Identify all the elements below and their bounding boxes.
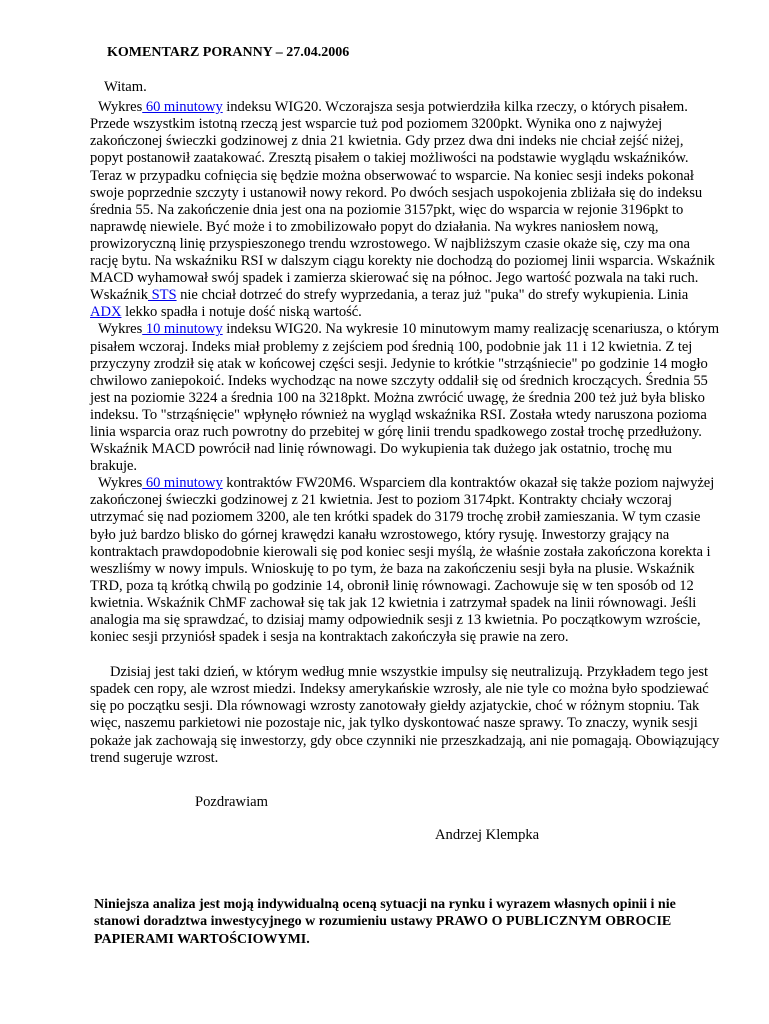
link-wig20-10min-chart[interactable]: 10 minutowy (142, 321, 223, 338)
paragraph-text: Wykres (98, 475, 143, 492)
paragraph-text: indeksu WIG20. Wczorajsza sesja potwierdziła kilka rzeczy, o których pisałem. Przede wszystkim istotną rzeczą jest wsparcie tuż pod poziomem 3200pkt. Wynika ono z najwyżej zakończonej świeczki godzinowej z dnia 21 kwietnia. Gdy przez dwa dni indeks nie chciał zejść niżej, popyt postanowił zaatakować. Zresztą pisałem o takiej możliwości na podstawie wyglądu wskaźników. Teraz w przypadku cofnięcia się będzie można obserwować to wsparcie. Na koniec sesji indeks pokonał swoje poprzednie szczyty i ustanowił nowy rekord. Po dwóch sesjach uspokojenia zbliżała się do indeksu średnia 55. Na zakończenie dnia jest ona na poziomie 3157pkt, więc do wsparcia w rejonie 3196pkt to naprawdę niewiele. Być może i to zmobilizowało popyt do działania. Na wykres naniosłem nową, prowizoryczną linię przyspieszonego trendu wzrostowego. W najbliższym czasie okaże się, czy ma ona rację bytu. Na wskaźniku RSI w dalszym ciągu korekty nie dochodzą do poziomej linii wsparcia. Wskaźnik MACD wyhamował swój spadek i zamierza skierować się na północ. Jego wartość pozwala na taki ruch. Wskaźnik (90, 99, 715, 304)
link-sts-indicator[interactable]: STS (147, 287, 177, 304)
page-title: KOMENTARZ PORANNY – 27.04.2006 (107, 45, 350, 60)
document-page (90, 44, 720, 948)
paragraph-fw20m6-60min (90, 475, 720, 646)
paragraph-text: nie chciał dotrzeć do strefy wyprzedania, a teraz już "puka" do strefy wykupienia. Linia (176, 287, 689, 304)
closing-greeting: Pozdrawiam (195, 793, 268, 810)
legal-disclaimer: Niniejsza analiza jest moją indywidualną oceną sytuacji na rynku i wyrazem własnych opinii i nie stanowi doradztwa inwestycyjnego w rozumieniu ustawy PRAWO O PUBLICZNYM OBROCIE PAPIERAMI WARTOŚCIOWYMI. (94, 896, 676, 947)
greeting: Witam. (104, 79, 147, 96)
paragraph-text: indeksu WIG20. Na wykresie 10 minutowym mamy realizację scenariusza, o którym pisałem wczoraj. Indeks miał problemy z zejściem pod średnią 100, podobnie jak 11 i 12 kwietnia. Z tej przyczyny zrodził się atak w końcowej części sesji. Jedynie to krótkie "strząśniecie" po godzinie 14 mogło chwilowo zaniepokoić. Indeks wychodząc na nowe szczyty oddalił się od średnich kroczących. Średnia 55 jest na poziomie 3224 a średnia 100 na 3218pkt. Można zwrócić uwagę, że średnia 200 też już była blisko indeksu. To "strząśnięcie" wpłynęło również na wygląd wskaźnika RSI. Została wtedy naruszona pozioma linia wsparcia oraz ruch powrotny do przebitej w górę linii trendu spadkowego został trochę przedłużony. Wskaźnik MACD powrócił nad linię równowagi. Do wykupienia tak dużego jak ostatnio, trochę mu brakuje. (90, 321, 720, 475)
paragraph-wig20-60min (90, 99, 720, 321)
paragraph-text: kontraktów FW20M6. Wsparciem dla kontraktów okazał się także poziom najwyżej zakończonej świeczki godzinowej z 21 kwietnia. Jest to poziom 3174pkt. Kontrakty chciały wczoraj utrzymać się nad poziomem 3200, ale ten krótki spadek do 3179 trochę zrobił zamieszania. W tym czasie było już bardzo blisko do górnej krawędzi kanału wzrostowego, który rysuję. Inwestorzy grający na kontraktach prawdopodobnie kierowali się pod koniec sesji myślą, że właśnie została zakończona korekta i weszliśmy w nowy impuls. Wnioskuję to po tym, że baza na zakończeniu sesji była na plusie. Wskaźnik TRD, poza tą krótką chwilą po godzinie 14, obronił linię równowagi. Zachowuje się w ten sposób od 12 kwietnia. Wskaźnik ChMF zachował się tak jak 12 kwietnia i zatrzymał spadek na linii równowagi. Jeśli analogia ma się sprawdzać, to dzisiaj mamy odpowiednik sesji z 13 kwietnia. Po początkowym wzroście, koniec sesji przyniósł spadek i sesja na kontraktach zakończyła się prawie na zero. (90, 475, 715, 646)
paragraph-text: Wykres (98, 99, 143, 116)
paragraph-wig20-10min (90, 321, 720, 475)
link-fw20m6-60min-chart[interactable]: 60 minutowy (142, 475, 223, 492)
link-wig20-60min-chart[interactable]: 60 minutowy (142, 99, 223, 116)
paragraph-text: lekko spadła i notuje dość niską wartość. (121, 304, 362, 321)
link-adx-indicator[interactable]: ADX (90, 304, 122, 321)
summary-paragraph: Dzisiaj jest taki dzień, w którym według mnie wszystkie impulsy się neutralizują. Przykładem tego jest spadek cen ropy, ale wzrost miedzi. Indeksy amerykańskie wzrosły, ale nie tyle co można było spodziewać się po początku sesji. Dla równowagi wzrosty zanotowały giełdy azjatyckie, choć w różnym stopniu. Tak więc, naszemu parkietowi nie pozostaje nic, jak tylko dyskontować nasze sprawy. To znaczy, wynik sesji pokaże jak zachowają się inwestorzy, gdy obce czynniki nie przeszkadzają, ani nie pomagają. Obowiązujący trend sugeruje wzrost. (90, 664, 720, 766)
paragraph-text: Wykres (98, 321, 143, 338)
author-signature: Andrzej Klempka (435, 826, 540, 843)
